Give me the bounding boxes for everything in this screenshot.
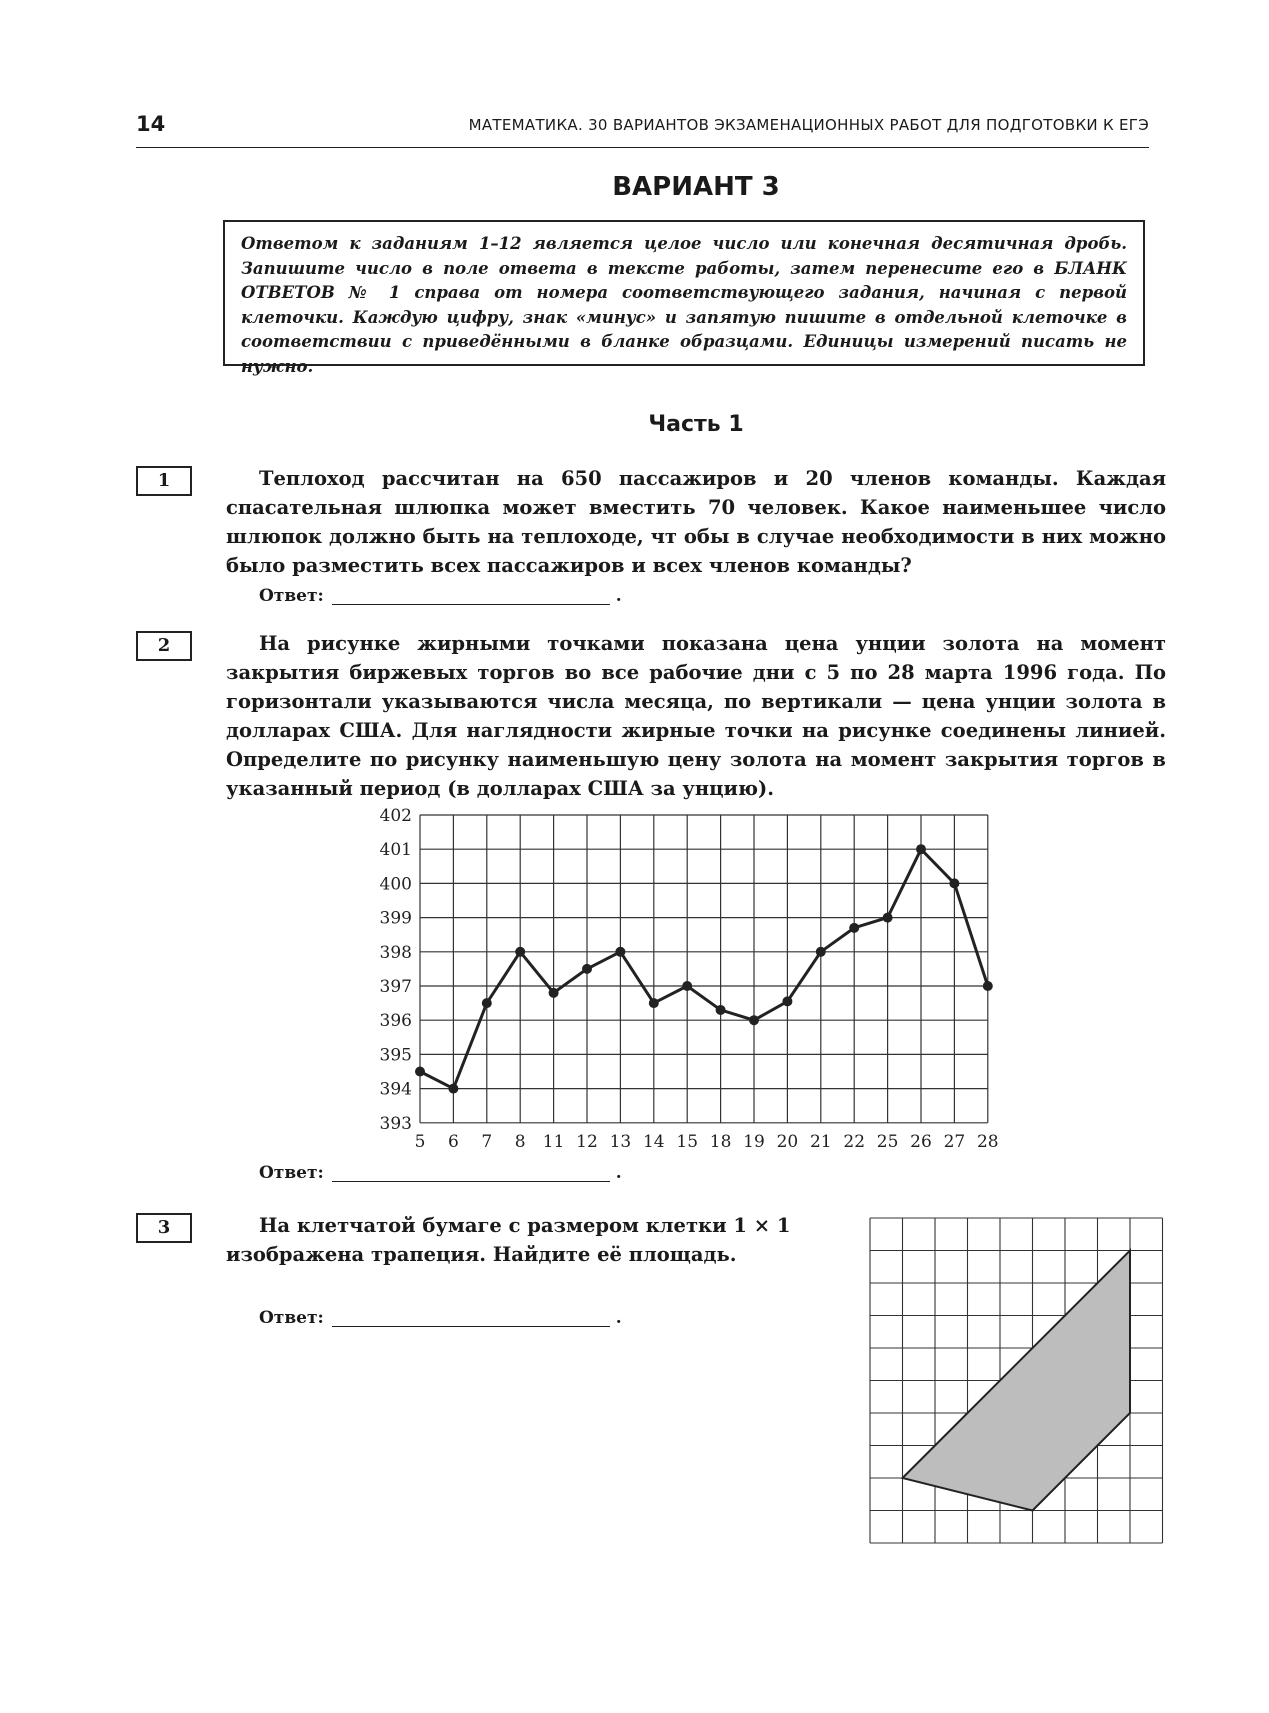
y-tick-label: 399 bbox=[380, 908, 412, 929]
header-divider bbox=[136, 147, 1149, 148]
chart-x-tick-labels bbox=[415, 1132, 999, 1152]
x-tick-label: 12 bbox=[576, 1131, 598, 1152]
answer-label: Ответ: bbox=[259, 1308, 324, 1328]
x-tick-label: 20 bbox=[776, 1131, 799, 1152]
part-title: Часть 1 bbox=[648, 412, 744, 437]
running-title: МАТЕМАТИКА. 30 ВАРИАНТОВ ЭКЗАМЕНАЦИОННЫХ РАБОТ ДЛЯ ПОДГОТОВКИ К ЕГЭ bbox=[468, 116, 1149, 134]
y-tick-label: 395 bbox=[380, 1045, 412, 1066]
x-tick-label: 25 bbox=[876, 1131, 899, 1152]
y-tick-label: 394 bbox=[380, 1079, 412, 1100]
y-tick-label: 400 bbox=[380, 874, 412, 895]
x-tick-label: 14 bbox=[642, 1131, 665, 1152]
data-point bbox=[983, 981, 993, 991]
x-tick-label: 27 bbox=[943, 1131, 966, 1152]
x-tick-label: 8 bbox=[514, 1131, 526, 1152]
data-point bbox=[649, 998, 659, 1008]
gold-price-line bbox=[420, 849, 988, 1088]
chart-y-tick-labels bbox=[380, 806, 412, 1134]
data-point bbox=[782, 996, 792, 1006]
page-number: 14 bbox=[136, 112, 166, 136]
task-1-paragraph: Теплоход рассчитан на 650 пассажиров и 20 членов команды. Каждая спасательная шлюпка может вместить 70 человек. Какое наименьшее число шлюпок должно быть на теплоходе, чт обы в случае необходимости в них можно было разместить всех пассажиров и всех членов команды? bbox=[226, 467, 1166, 577]
x-tick-label: 19 bbox=[743, 1131, 765, 1152]
instructions-text: Ответом к заданиям 1–12 является целое число или конечная десятичная дробь. Запишите число в поле ответа в тексте работы, затем перенесите его в БЛАНК ОТВЕТОВ № 1 справа от номера соответствующего задания, начиная с первой клеточки. Каждую цифру, знак «минус» и запятую пишите в отдельной клеточке в соответствии с приведёнными в бланке образцами. Единицы измерений писать не нужно. bbox=[241, 234, 1127, 376]
data-point bbox=[448, 1084, 458, 1094]
x-tick-label: 6 bbox=[447, 1131, 459, 1152]
chart-grid bbox=[420, 815, 988, 1123]
task-1-answer: Ответ: . bbox=[259, 586, 622, 606]
answer-label: Ответ: bbox=[259, 1163, 324, 1183]
answer-label: Ответ: bbox=[259, 586, 324, 606]
data-point bbox=[949, 878, 959, 888]
x-tick-label: 7 bbox=[481, 1131, 493, 1152]
data-point bbox=[682, 981, 692, 991]
y-tick-label: 396 bbox=[380, 1011, 412, 1032]
y-tick-label: 401 bbox=[380, 840, 412, 861]
data-point bbox=[515, 947, 525, 957]
trapezoid-figure bbox=[868, 1216, 1164, 1546]
data-point bbox=[615, 947, 625, 957]
gold-price-chart bbox=[380, 805, 1020, 1170]
data-point bbox=[883, 913, 893, 923]
data-point bbox=[482, 998, 492, 1008]
task-number-3: 3 bbox=[136, 1213, 192, 1243]
y-tick-label: 393 bbox=[380, 1113, 412, 1134]
data-point bbox=[816, 947, 826, 957]
task-3-paragraph: На клетчатой бумаге с размером клетки 1 × 1 изображена трапеция. Найдите её площадь. bbox=[226, 1214, 791, 1266]
answer-line[interactable] bbox=[332, 603, 610, 605]
data-point bbox=[849, 923, 859, 933]
task-2-text bbox=[226, 629, 1166, 803]
data-point bbox=[582, 964, 592, 974]
x-tick-label: 26 bbox=[910, 1131, 932, 1152]
data-point bbox=[749, 1015, 759, 1025]
x-tick-label: 21 bbox=[809, 1131, 832, 1152]
task-1-text bbox=[226, 464, 1166, 580]
task-3-answer: Ответ: . bbox=[259, 1308, 622, 1328]
answer-line[interactable] bbox=[332, 1325, 610, 1327]
data-point bbox=[716, 1005, 726, 1015]
y-tick-label: 398 bbox=[380, 942, 412, 963]
x-tick-label: 13 bbox=[609, 1131, 632, 1152]
x-tick-label: 28 bbox=[976, 1131, 999, 1152]
task-3-text bbox=[226, 1211, 816, 1269]
data-point bbox=[415, 1067, 425, 1077]
x-tick-label: 22 bbox=[843, 1131, 866, 1152]
task-2-answer: Ответ: . bbox=[259, 1163, 622, 1183]
data-point bbox=[549, 988, 559, 998]
x-tick-label: 5 bbox=[414, 1131, 426, 1152]
y-tick-label: 397 bbox=[380, 977, 412, 997]
data-point bbox=[916, 844, 926, 854]
task-2-paragraph: На рисунке жирными точками показана цена унции золота на момент закрытия биржевых торгов во все рабочие дни с 5 по 28 марта 1996 года. По горизонтали указываются числа месяца, по вертикали — цена унции золота в долларах США. Для наглядности жирные точки на рисунке соединены линией. Определите по рисунку наименьшую цену золота на момент закрытия торгов в указанный период (в долларах США за унцию). bbox=[226, 632, 1166, 800]
task-number-2: 2 bbox=[136, 631, 192, 661]
y-tick-label: 402 bbox=[380, 806, 412, 826]
x-tick-label: 11 bbox=[542, 1131, 565, 1152]
variant-title: ВАРИАНТ 3 bbox=[612, 172, 780, 202]
task-number-1: 1 bbox=[136, 466, 192, 496]
x-tick-label: 15 bbox=[676, 1131, 699, 1152]
answer-line[interactable] bbox=[332, 1180, 610, 1182]
instructions-box bbox=[223, 220, 1145, 376]
x-tick-label: 18 bbox=[709, 1131, 732, 1152]
